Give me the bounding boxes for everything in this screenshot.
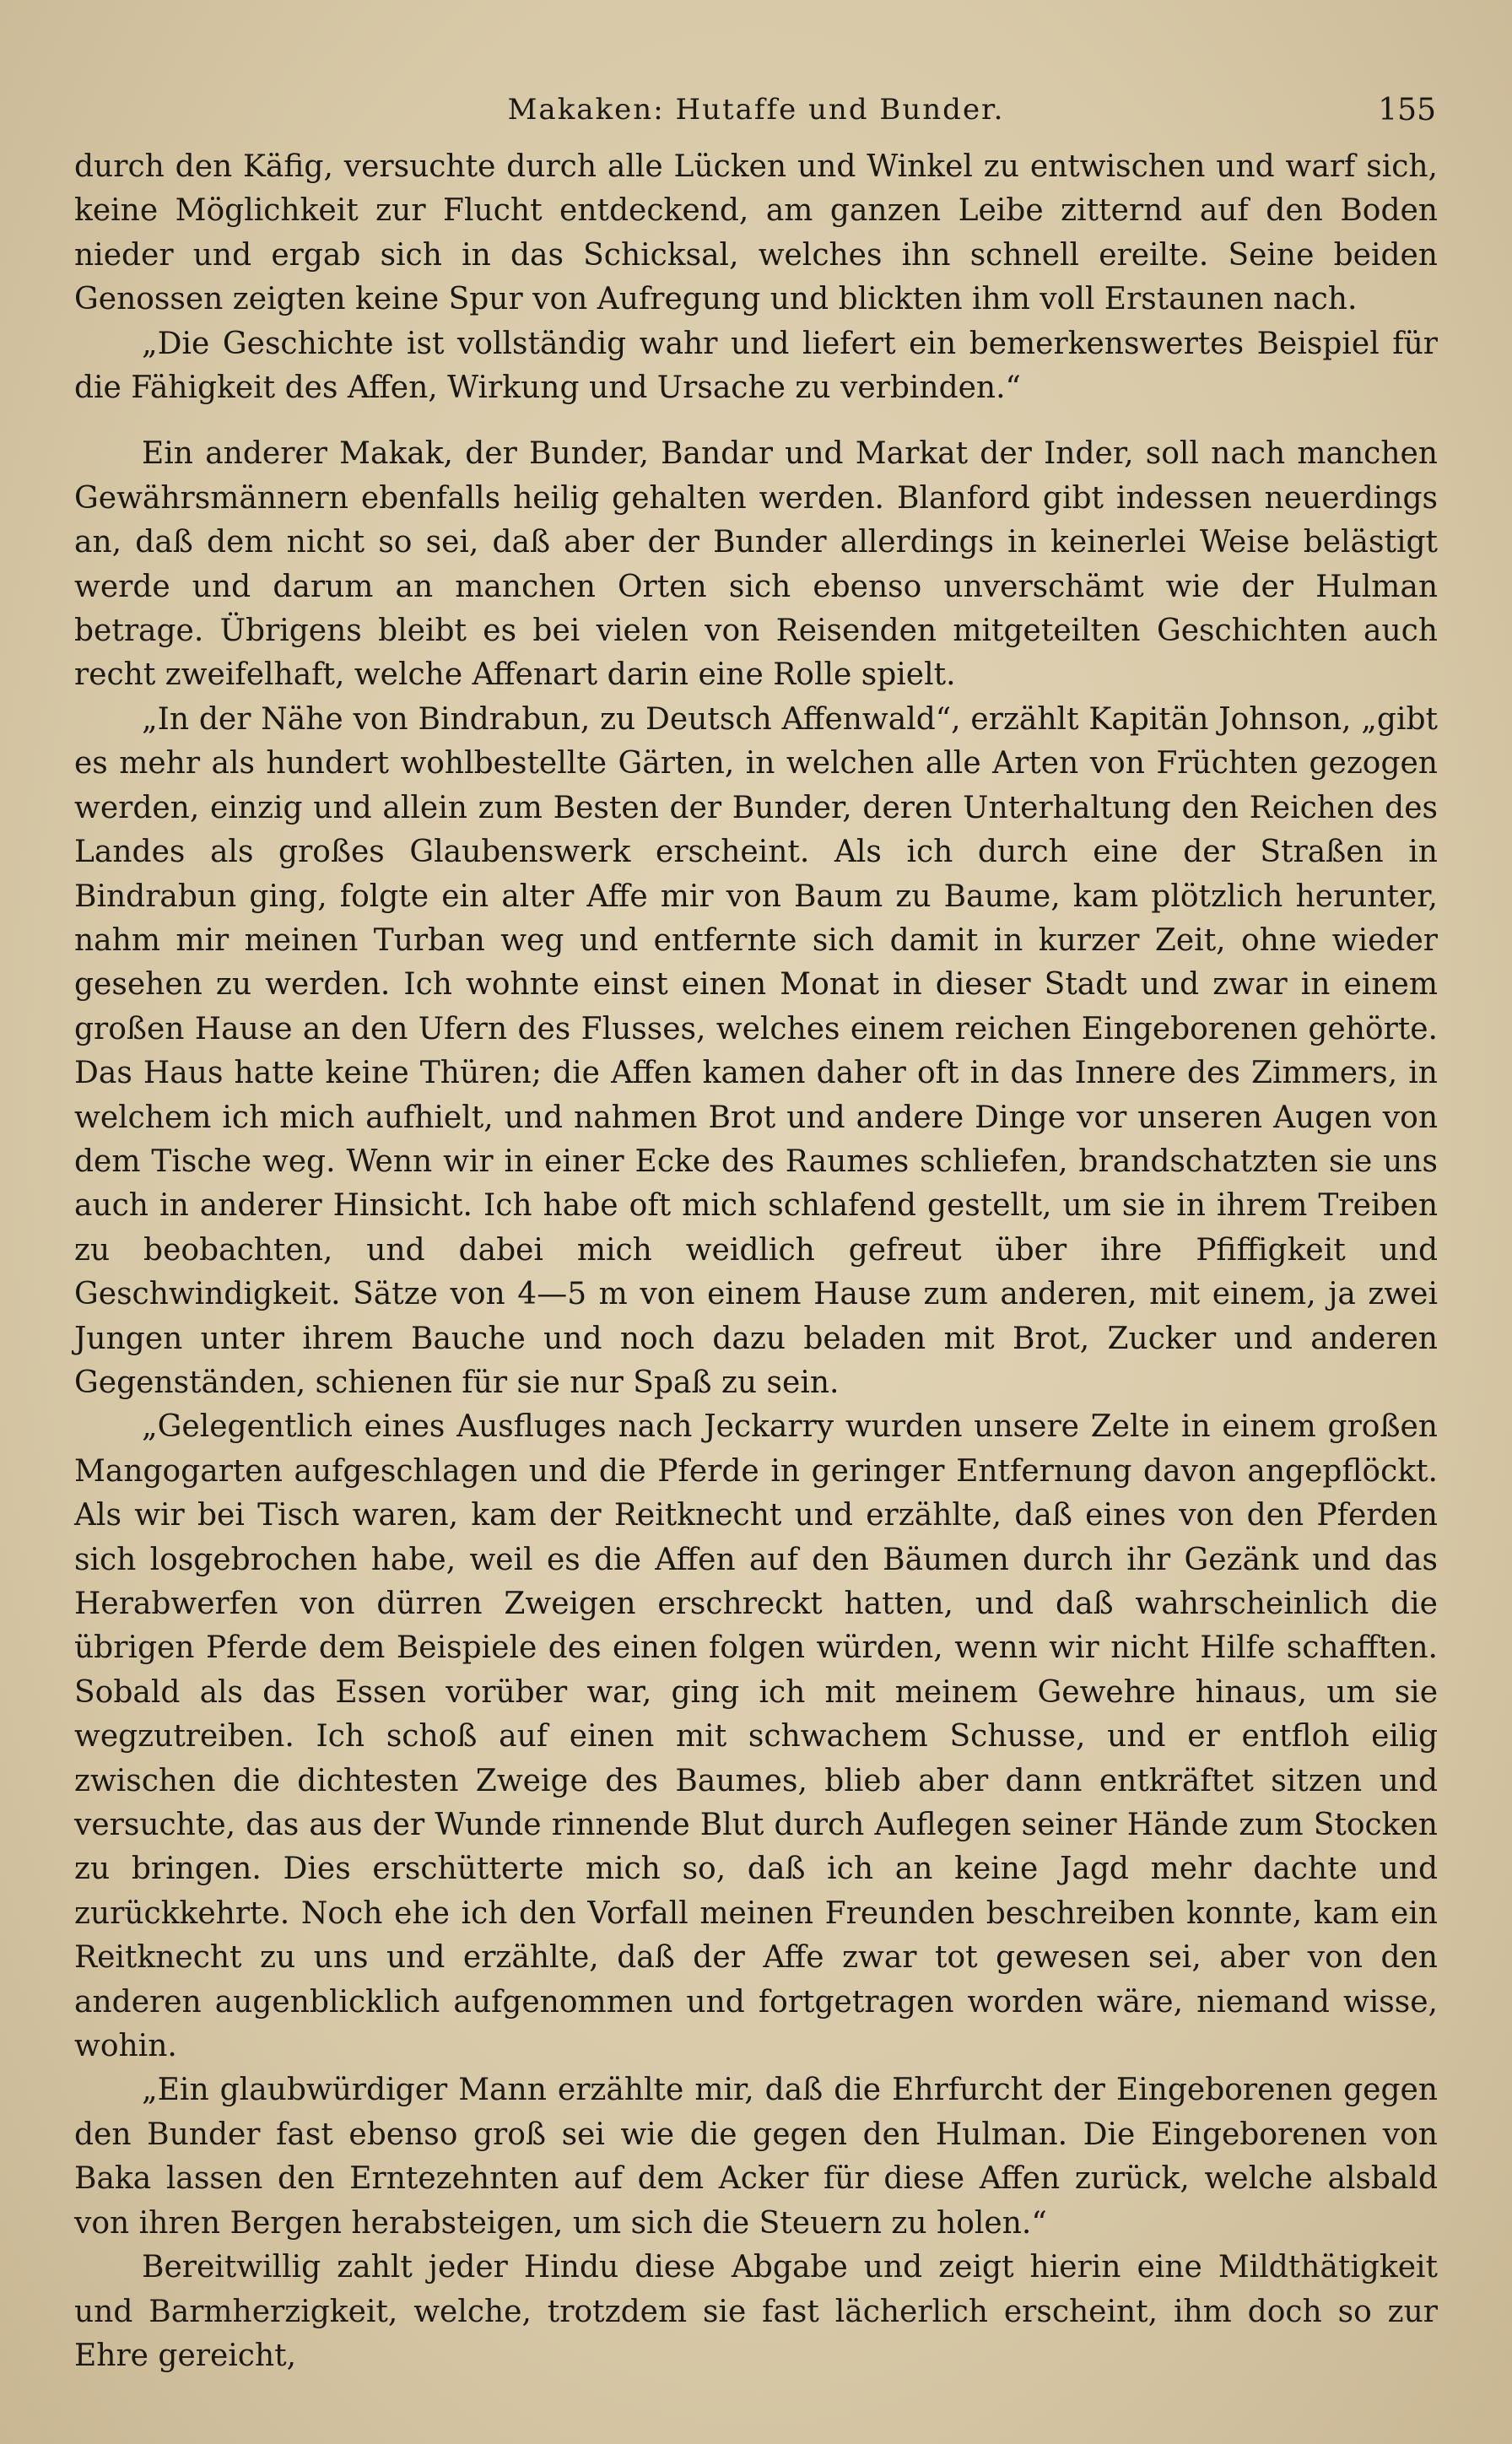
paragraph-baka-tithe: „Ein glaubwürdiger Mann erzählte mir, daß die Ehrfurcht der Eingeborenen gegen den Bunder fast ebenso groß sei wie die gegen den Hulman. Die Eingeborenen von Baka lassen den Erntezehnten auf dem Acker für diese Affen zurück, welche alsbald von ihren Bergen herabsteigen, um sich die Steuern zu holen.“: [74, 2073, 1438, 2241]
page-number: 155: [1378, 93, 1436, 127]
paragraph-continuation: durch den Käfig, versuchte durch alle Lücken und Winkel zu entwischen und warf sich, keine Möglichkeit zur Flucht entdeckend, am ganzen Leibe zitternd auf den Boden nieder und ergab sich in das Schicksal, welches ihn schnell ereilte. Seine beiden Genossen zeigten keine Spur von Aufregung und blickten ihm voll Erstaunen nach.: [74, 149, 1438, 317]
paragraph-quote-conclusion: „Die Geschichte ist vollständig wahr und liefert ein bemerkenswertes Beispiel für die Fähigkeit des Affen, Wirkung und Ursache zu verbinden.“: [74, 326, 1438, 406]
body-text: [74, 145, 1438, 2378]
paragraph-bunder-intro: Ein anderer Makak, der Bunder, Bandar und Markat der Inder, soll nach manchen Gewährsmännern ebenfalls heilig gehalten werden. Blanford gibt indessen neuerdings an, daß dem nicht so sei, daß aber der Bunder allerdings in keinerlei Weise belästigt werde und darum an manchen Orten sich ebenso unverschämt wie der Hulman betrage. Übrigens bleibt es bei vielen von Reisenden mitgeteilten Geschichten auch recht zweifelhaft, welche Affenart darin eine Rolle spielt.: [74, 436, 1438, 693]
running-head-title: Makaken: Hutaffe und Bunder.: [507, 93, 1005, 127]
paragraph-jeckarry-excursion: „Gelegentlich eines Ausfluges nach Jeckarry wurden unsere Zelte in einem großen Mangogarten aufgeschlagen und die Pferde in geringer Entfernung davon angepflöckt. Als wir bei Tisch waren, kam der Reitknecht und erzählte, daß eines von den Pferden sich losgebrochen habe, weil es die Affen auf den Bäumen durch ihr Gezänk und das Herabwerfen von dürren Zweigen erschreckt hatten, und daß wahrscheinlich die übrigen Pferde dem Beispiele des einen folgen würden, wenn wir nicht Hilfe schafften. Sobald als das Essen vorüber war, ging ich mit meinem Gewehre hinaus, um sie wegzutreiben. Ich schoß auf einen mit schwachem Schusse, und er entfloh eilig zwischen die dichtesten Zweige des Baumes, blieb aber dann entkräftet sitzen und versuchte, das aus der Wunde rinnende Blut durch Auflegen seiner Hände zum Stocken zu bringen. Dies erschütterte mich so, daß ich an keine Jagd mehr dachte und zurückkehrte. Noch ehe ich den Vorfall meinen Freunden beschreiben konnte, kam ein Reitknecht zu uns und erzählte, daß der Affe zwar tot gewesen sei, aber von den anderen augenblicklich aufgenommen und fortgetragen worden wäre, niemand wisse, wohin.: [74, 1409, 1438, 2064]
running-head: [74, 84, 1438, 135]
paragraph-hindu-tribute: Bereitwillig zahlt jeder Hindu diese Abgabe und zeigt hierin eine Mildthätigkeit und Barmherzigkeit, welche, trotzdem sie fast lächerlich erscheint, ihm doch so zur Ehre gereicht,: [74, 2250, 1438, 2373]
paragraph-johnson-bindrabun: „In der Nähe von Bindrabun, zu Deutsch Affenwald“, erzählt Kapitän Johnson, „gibt es mehr als hundert wohlbestellte Gärten, in welchen alle Arten von Früchten gezogen werden, einzig und allein zum Besten der Bunder, deren Unterhaltung den Reichen des Landes als großes Glaubenswerk erscheint. Als ich durch eine der Straßen in Bindrabun ging, folgte ein alter Affe mir von Baum zu Baume, kam plötzlich herunter, nahm mir meinen Turban weg und entfernte sich damit in kurzer Zeit, ohne wieder gesehen zu werden. Ich wohnte einst einen Monat in dieser Stadt und zwar in einem großen Hause an den Ufern des Flusses, welches einem reichen Eingeborenen gehörte. Das Haus hatte keine Thüren; die Affen kamen daher oft in das Innere des Zimmers, in welchem ich mich aufhielt, und nahmen Brot und andere Dinge vor unseren Augen von dem Tische weg. Wenn wir in einer Ecke des Raumes schliefen, brandschatzten sie uns auch in anderer Hinsicht. Ich habe oft mich schlafend gestellt, um sie in ihrem Treiben zu beobachten, und dabei mich weidlich gefreut über ihre Pfiffigkeit und Geschwindigkeit. Sätze von 4—5 m von einem Hause zum anderen, mit einem, ja zwei Jungen unter ihrem Bauche und noch dazu beladen mit Brot, Zucker und anderen Gegenständen, schienen für sie nur Spaß zu sein.: [74, 701, 1438, 1400]
